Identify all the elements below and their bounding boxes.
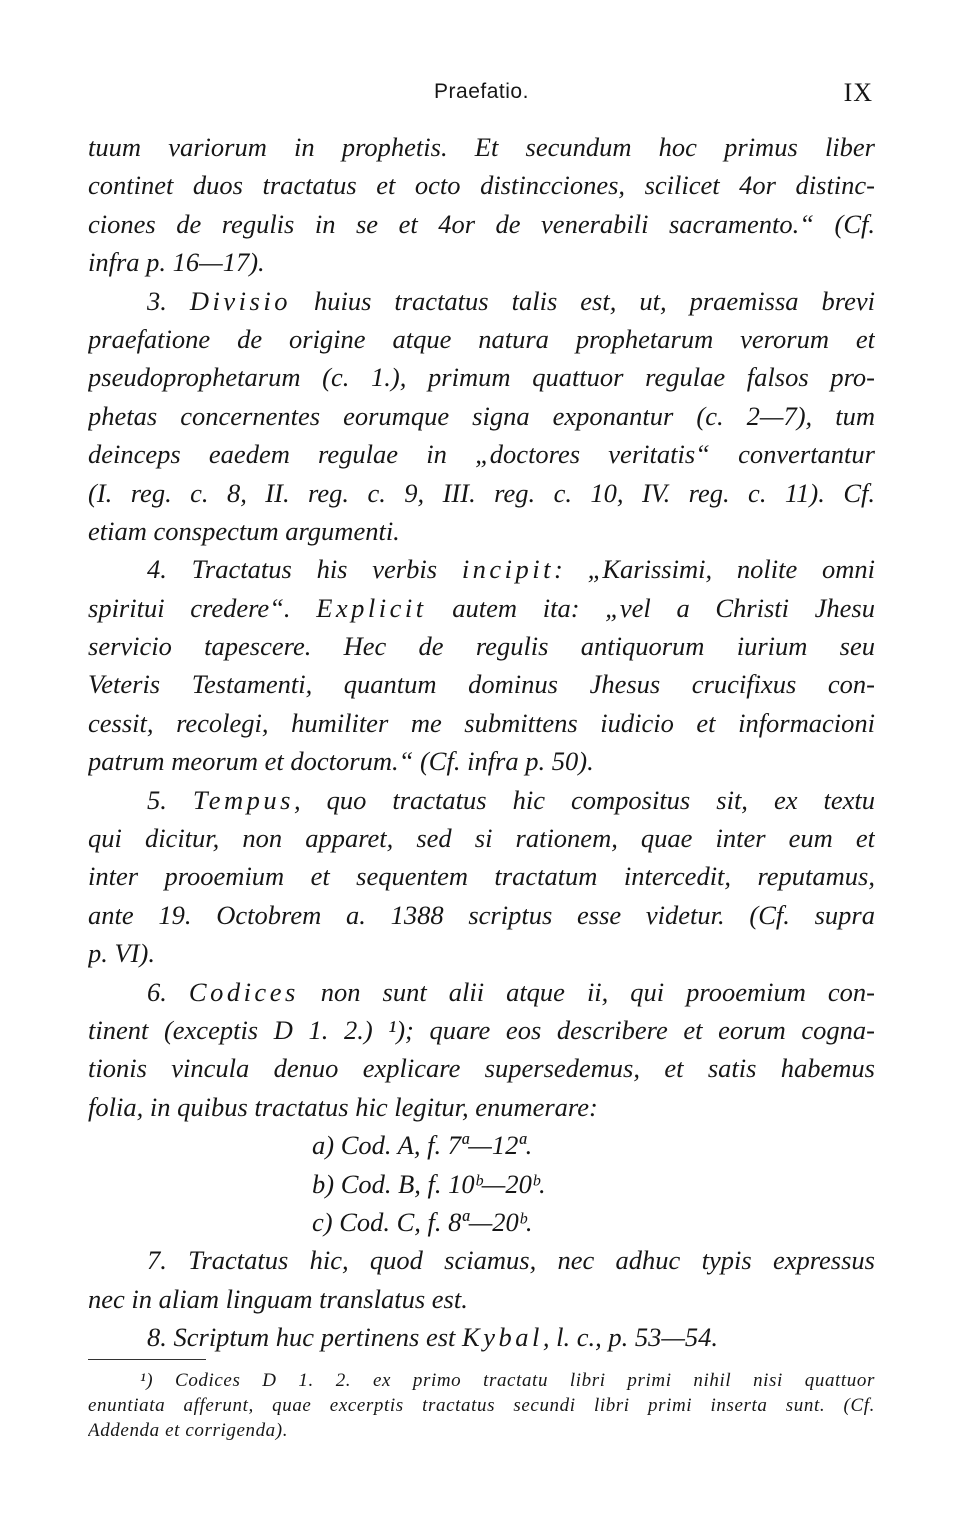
text-line: p. VI). — [88, 938, 155, 969]
text-line — [88, 589, 875, 627]
text-line: cessit, recolegi, humiliter me submittens iudicio et informacioni — [88, 707, 875, 738]
footnotes — [88, 1368, 875, 1443]
footnote-line: Addenda et corrigenda). — [88, 1420, 289, 1441]
spaced-keyword: Divisio — [189, 285, 291, 316]
paragraph-7-start: 7. Tractatus hic, quod sciamus, nec adhuc typis expressus — [147, 1245, 875, 1276]
footnote-line: enuntiata afferunt, quae excerptis tractatus secundi libri primi inserta sunt. (Cf. — [88, 1395, 875, 1416]
text-line: infra p. 16—17). — [88, 247, 265, 278]
text-line: tionis vincula denuo explicare supersedemus, et satis habemus — [88, 1053, 875, 1084]
text-line: servicio tapescere. Hec de regulis antiquorum iurium seu — [88, 631, 875, 662]
paragraph-4-start — [88, 550, 875, 588]
paragraph-8-start — [88, 1318, 875, 1356]
spaced-keyword: Explicit — [316, 592, 427, 623]
text-line: tinent (exceptis D 1. 2.) ¹); quare eos describere et eorum cogna- — [88, 1014, 875, 1045]
text-line: praefatione de origine atque natura prophetarum verorum et — [88, 323, 875, 354]
text-run: spiritui credere“. — [88, 592, 317, 623]
text-line: tuum variorum in prophetis. Et secundum hoc primus liber — [88, 132, 875, 162]
text-line: Veteris Testamenti, quantum dominus Jhesus crucifixus con- — [88, 669, 875, 700]
list-item: c) Cod. C, f. 8ª—20ᵇ. — [312, 1206, 533, 1237]
spaced-keyword: incipit — [461, 554, 555, 585]
text-line: nec in aliam linguam translatus est. — [88, 1283, 468, 1314]
list-item: b) Cod. B, f. 10ᵇ—20ᵇ. — [312, 1168, 546, 1199]
text-run: , quo tractatus hic compositus sit, ex textu — [293, 784, 875, 815]
text-run: 8. Scriptum huc pertinens est — [147, 1322, 463, 1353]
text-run: huius tractatus talis est, ut, praemissa brevi — [290, 285, 875, 316]
paragraph-number: 3. — [147, 285, 190, 316]
page-header — [88, 78, 875, 112]
text-line: folia, in quibus tractatus hic legitur, enumerare: — [88, 1091, 598, 1122]
text-line: pseudoprophetarum (c. 1.), primum quattuor regulae falsos pro- — [88, 362, 875, 393]
text-line: etiam conspectum argumenti. — [88, 515, 400, 546]
main-text — [88, 128, 875, 1357]
text-line: ciones de regulis in se et 4or de venerabili sacramento.“ (Cf. — [88, 208, 875, 239]
text-run: : „Karissimi, nolite omni — [554, 554, 875, 585]
spaced-keyword: Codices — [188, 976, 299, 1007]
paragraph-3-start — [88, 282, 875, 320]
text-line: qui dicitur, non apparet, sed si rationem, quae inter eum et — [88, 823, 875, 854]
text-line: inter prooemium et sequentem tractatum intercedit, reputamus, — [88, 861, 875, 892]
paragraph-number: 5. — [147, 784, 193, 815]
spaced-keyword: Tempus — [192, 784, 294, 815]
text-line: deinceps eaedem regulae in „doctores veritatis“ convertantur — [88, 439, 875, 470]
text-line: (I. reg. c. 8, II. reg. c. 9, III. reg. c. 10, IV. reg. c. 11). Cf. — [88, 477, 875, 508]
text-line: phetas concernentes eorumque signa exponantur (c. 2—7), tum — [88, 400, 875, 431]
paragraph-number: 6. — [147, 976, 189, 1007]
page-number: IX — [843, 78, 873, 107]
text-line: continet duos tractatus et octo distincciones, scilicet 4or distinc- — [88, 170, 875, 201]
text-run: 4. Tractatus his verbis — [147, 554, 462, 585]
text-line: ante 19. Octobrem a. 1388 scriptus esse videtur. (Cf. supra — [88, 899, 875, 930]
footnote-rule — [88, 1359, 206, 1360]
paragraph-5-start — [88, 781, 875, 819]
text-run: autem ita: „vel a Christi Jhesu — [426, 592, 875, 623]
list-item: a) Cod. A, f. 7ª—12ª. — [312, 1130, 533, 1161]
footnote-line: ¹) Codices D 1. 2. ex primo tractatu libri primi nihil nisi quattuor — [140, 1370, 875, 1391]
text-run: , l. c., p. 53—54. — [542, 1322, 719, 1353]
running-title: Praefatio. — [434, 80, 529, 103]
spaced-keyword: Kybal — [462, 1322, 543, 1353]
text-run: non sunt alii atque ii, qui prooemium con- — [298, 976, 875, 1007]
text-line: patrum meorum et doctorum.“ (Cf. infra p. 50). — [88, 746, 594, 777]
paragraph-6-start — [88, 973, 875, 1011]
